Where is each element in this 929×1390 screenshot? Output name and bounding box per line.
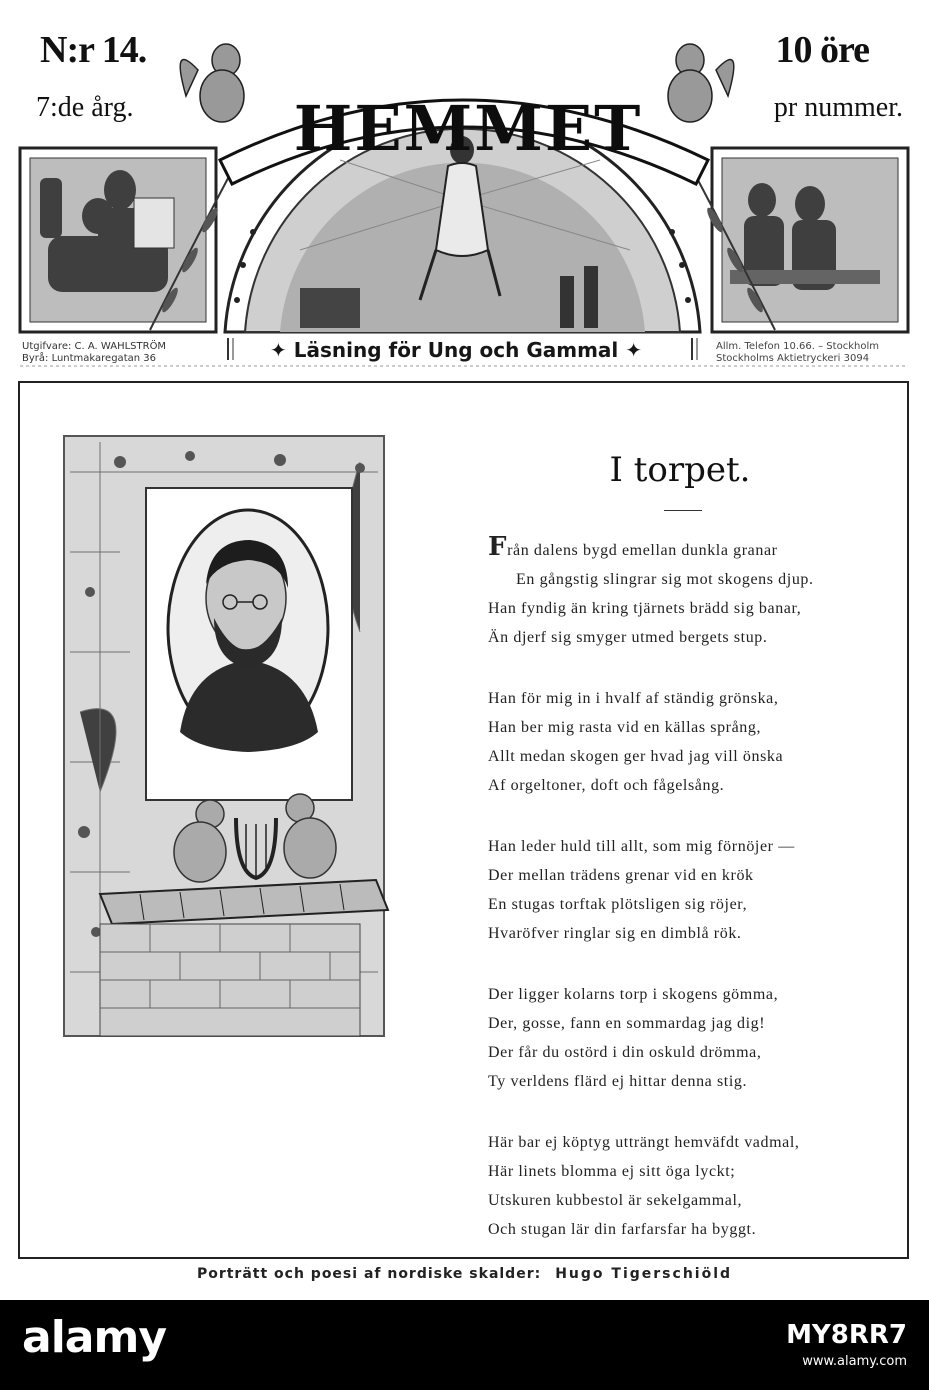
caption bbox=[0, 1266, 929, 1282]
alamy-logo: alamy bbox=[22, 1312, 166, 1363]
poem-line: Allt medan skogen ger hvad jag vill önska bbox=[488, 748, 784, 765]
poem-line: Här linets blomma ej sitt öga lyckt; bbox=[488, 1163, 736, 1180]
poem-line: Än djerf sig smyger utmed bergets stup. bbox=[488, 629, 768, 646]
stanza bbox=[488, 684, 888, 800]
poem-line: Der ligger kolarns torp i skogens gömma, bbox=[488, 986, 779, 1003]
stock-image-id bbox=[786, 1320, 907, 1369]
poem-line: Här bar ej köptyg utträngt hemväfdt vadmal, bbox=[488, 1134, 800, 1151]
ornament-icon: ✦ bbox=[270, 338, 294, 362]
stanza bbox=[488, 980, 888, 1096]
poem-title: I torpet. bbox=[609, 450, 751, 490]
publisher-info bbox=[22, 341, 166, 365]
poem-line: Af orgeltoner, doft och fågelsång. bbox=[488, 777, 725, 794]
poem-line: Utskuren kubbestol är sekelgammal, bbox=[488, 1192, 743, 1209]
publisher-line: Utgifvare: C. A. WAHLSTRÖM bbox=[22, 341, 167, 352]
printer-line: Stockholms Aktietryckeri 3094 bbox=[716, 353, 870, 364]
site-url: www.alamy.com bbox=[802, 1354, 907, 1369]
poem-line: Ty verldens flärd ej hittar denna stig. bbox=[488, 1073, 748, 1090]
poem-body bbox=[488, 532, 888, 1276]
poem-line: Och stugan lär din farfarsfar ha byggt. bbox=[488, 1221, 757, 1238]
title-divider bbox=[664, 510, 702, 511]
stanza bbox=[488, 1128, 888, 1244]
poem-line: Han fyndig än kring tjärnets brädd sig banar, bbox=[488, 600, 802, 617]
poem-line: Från dalens bygd emellan dunkla granar bbox=[488, 532, 778, 562]
poem-line: Hvaröfver ringlar sig en dimblå rök. bbox=[488, 925, 742, 942]
price-unit: pr nummer. bbox=[773, 92, 903, 123]
ornament-icon: ✦ bbox=[618, 338, 642, 362]
poem-line: Han ber mig rasta vid en källas språng, bbox=[488, 719, 762, 736]
tagline-text: Läsning för Ung och Gammal bbox=[293, 338, 619, 362]
poem-line: Der mellan trädens grenar vid en krök bbox=[488, 867, 754, 884]
phone-line: Allm. Telefon 10.66. – Stockholm bbox=[716, 341, 879, 352]
image-code: MY8RR7 bbox=[786, 1320, 907, 1350]
volume-year: 7:de årg. bbox=[36, 92, 134, 123]
poem-line: Han för mig in i hvalf af ständig grönska, bbox=[488, 690, 779, 707]
printer-info bbox=[716, 341, 879, 365]
masthead-title: HEMMET bbox=[293, 92, 643, 165]
caption-author: Hugo Tigerschiöld bbox=[555, 1266, 733, 1282]
stanza bbox=[488, 832, 888, 948]
portrait-illustration bbox=[60, 432, 440, 1052]
office-line: Byrå: Luntmakaregatan 36 bbox=[22, 353, 156, 364]
caption-text: Porträtt och poesi af nordiske skalder: bbox=[196, 1266, 542, 1282]
tagline bbox=[236, 338, 676, 362]
poem-line: Der får du ostörd i din oskuld drömma, bbox=[488, 1044, 762, 1061]
issue-number: N:r 14. bbox=[40, 29, 147, 71]
poem-line: En gångstig slingrar sig mot skogens djup. bbox=[516, 571, 814, 588]
drop-cap: F bbox=[488, 532, 508, 562]
stanza bbox=[488, 532, 888, 652]
poem-line: Der, gosse, fann en sommardag jag dig! bbox=[488, 1015, 766, 1032]
price: 10 öre bbox=[775, 29, 869, 71]
poem-line: En stugas torftak plötsligen sig röjer, bbox=[488, 896, 748, 913]
poem-line: Han leder huld till allt, som mig förnöjer — bbox=[488, 838, 795, 855]
